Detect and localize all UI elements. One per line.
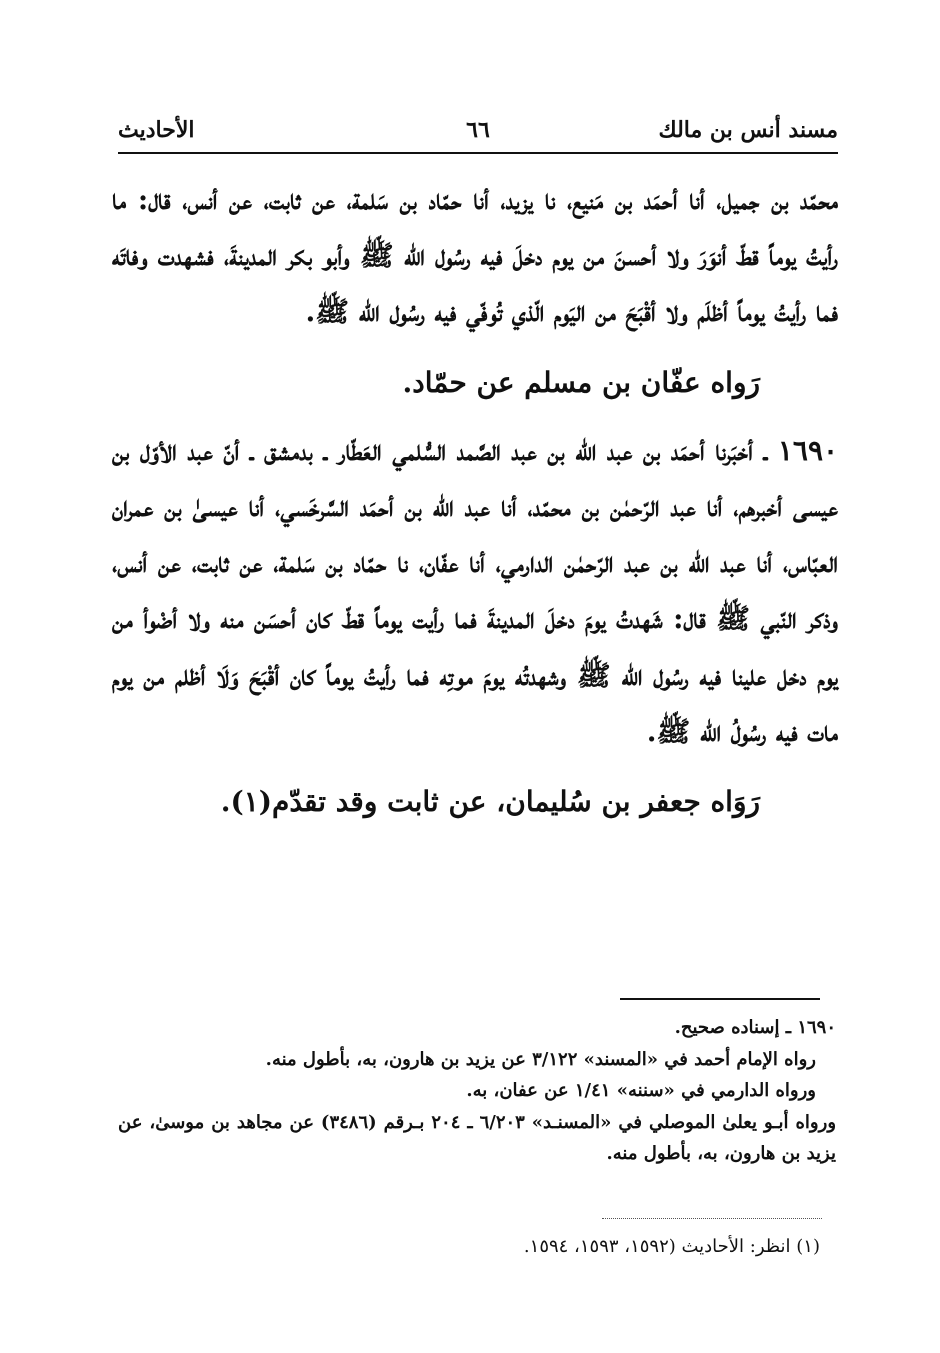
narration-line-2: رَوَاه جعفر بن سُليمان، عن ثابت وقد تقدّم(١). xyxy=(220,785,760,819)
hadith-number: ١٦٩٠ xyxy=(777,433,839,467)
footnote-separator xyxy=(602,1218,822,1219)
page-number: ٦٦ xyxy=(466,117,490,143)
note-line-4: ورواه أبـو يعلىٰ الموصلي في «المسنـد» ٦/٢٠٣ ـ ٢٠٤ بـرقم (٣٤٨٦) عن مجاهد بن موسىٰ، عن يزيد بن هارون، به، بأطول منه. xyxy=(118,1111,837,1164)
note-line-2: رواه الإمام أحمد في «المسند» ٣/١٢٢ عن يزيد بن هارون، به، بأطول منه. xyxy=(265,1048,816,1070)
note-line-1: ١٦٩٠ ـ إسناده صحيح. xyxy=(674,1017,836,1038)
hadith-paragraph-1: محمّد بن جميل، أنا أحمَد بن مَنيع، نا يزيد، أنا حمّاد بن سَلمة، عن ثابت، عن أنس، قال: ما رأيتُ يوماً قطّ أنوَرَ ولا أحسنَ من يوم دخلَ فيه رسُول الله ﷺ وأبو بكر المدينةَ، فشهدت وفاتَه فما رأيتُ يوماً أظلَم ولا أقْبَحَ من اليَوم الّذي تُوفّي فيه رسُول الله ﷺ. xyxy=(112,183,838,329)
main-text xyxy=(112,172,838,842)
running-header xyxy=(118,112,838,154)
hadith-notes xyxy=(118,1012,836,1170)
book-title: مسند أنس بن مالك xyxy=(658,117,838,143)
hadith-paragraph-2 xyxy=(112,423,838,760)
footnote: (١) انظر: الأحاديث (١٥٩٢، ١٥٩٣، ١٥٩٤. xyxy=(523,1236,820,1257)
notes-separator xyxy=(620,998,820,1000)
narration-line-1: رَواه عفّان بن مسلم عن حمّاد. xyxy=(402,365,760,399)
section-title: الأحاديث xyxy=(118,117,195,143)
note-line-3: ورواه الدارمي في «سننه» ١/٤١ عن عفان، به. xyxy=(466,1080,816,1101)
hadith-paragraph-2-text: ـ أخبَرنا أحمَد بن عبد الله بن عبد الصَّمد السُّلمي العَطّار ـ بدمشق ـ أنّ عبد الأوّل بن عيسى أخبرهم، أنا عبد الرّحمٰن بن محمّد، أنا عبد الله بن أحمَد السَّرخَسي، أنا عيسىٰ بن عمران العبّاس، أنا عبد الله بن عبد الرّحمٰن الدارمي، أنا عفّان، نا حمّاد بن سَلمة، عن ثابت، عن أنس، وذكر النّبي ﷺ قال: شَهدتُ يومَ دخلَ المدينةَ فما رأيت يوماً قطّ كان أحسَن منه ولا أضْوأ من يوم دخل علينا فيه رسُول الله ﷺ وشهدتُه يومَ موتِه فما رأيتُ يوماً كان أقْبَحَ وَلَا أظلم من يوم مات فيه رسُولُ الله ﷺ. xyxy=(112,433,838,748)
